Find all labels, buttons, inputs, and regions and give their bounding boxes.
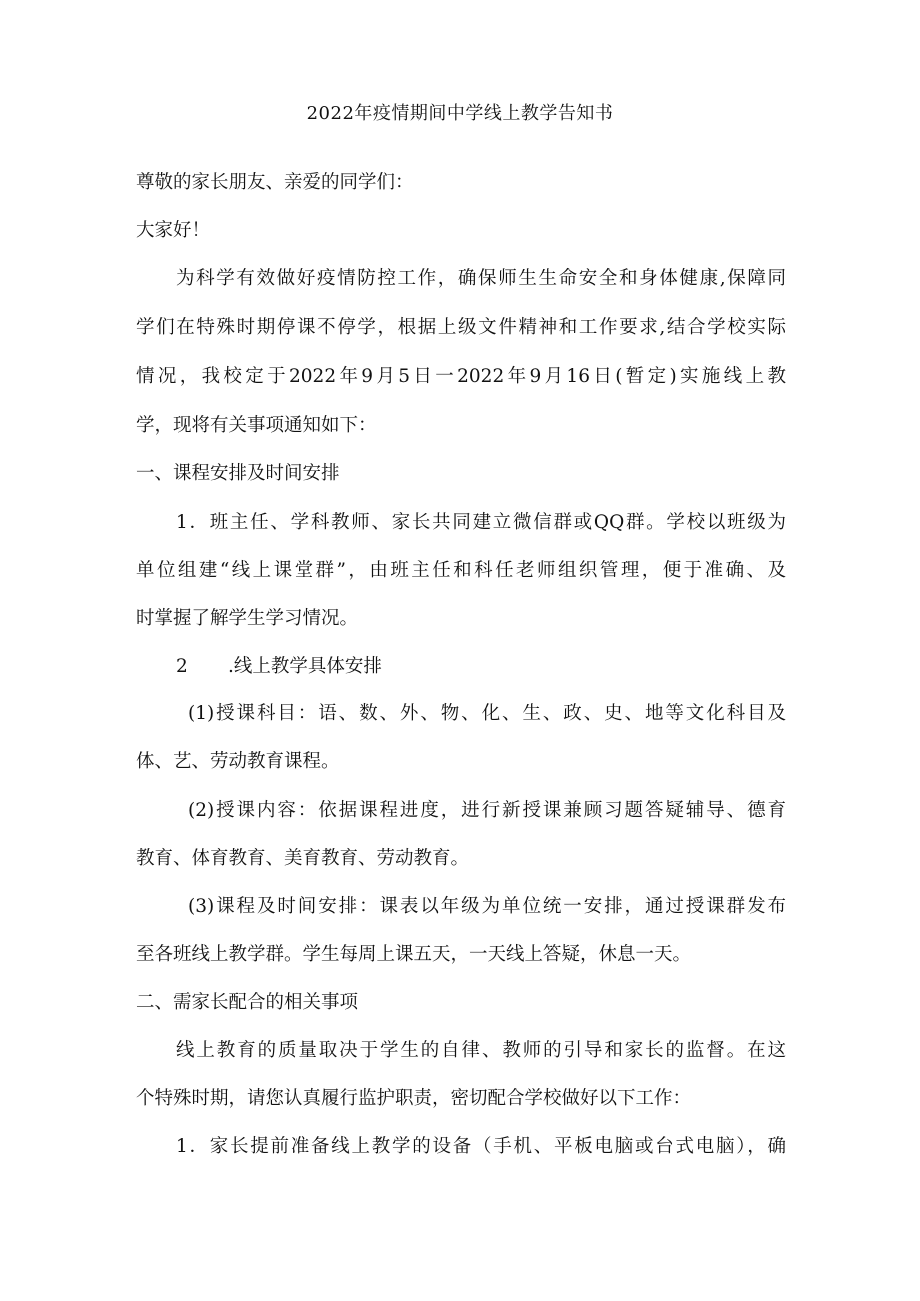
sub3-line-2: 至各班线上教学群。学生每周上课五天，一天线上答疑，休息一天。 — [136, 944, 692, 965]
intro-line-3: 情况，我校定于2022年9月5日一2022年9月16日(暂定)实施线上教 — [136, 366, 786, 387]
section1-heading: 一、课程安排及时间安排 — [136, 463, 340, 484]
salutation: 尊敬的家长朋友、亲爱的同学们： — [136, 172, 414, 193]
intro-line-1: 为科学有效做好疫情防控工作，确保师生生命安全和身体健康,保障同 — [176, 268, 786, 289]
greeting: 大家好！ — [136, 220, 211, 241]
sub2-line-1: (2)授课内容：依据课程进度，进行新授课兼顾习题答疑辅导、德育 — [188, 800, 786, 821]
section1-item1-line-3: 时掌握了解学生学习情况。 — [136, 608, 359, 629]
section2-intro-line-2: 个特殊时期，请您认真履行监护职责，密切配合学校做好以下工作： — [136, 1088, 692, 1109]
sub3-line-1: (3)课程及时间安排：课表以年级为单位统一安排，通过授课群发布 — [188, 896, 786, 917]
intro-line-4: 学，现将有关事项通知如下： — [136, 415, 377, 436]
section1-item2-number: 2 — [176, 656, 188, 677]
section2-intro-line-1: 线上教育的质量取决于学生的自律、教师的引导和家长的监督。在这 — [176, 1040, 786, 1061]
sub1-line-1: (1)授课科目：语、数、外、物、化、生、政、史、地等文化科目及 — [188, 703, 786, 724]
sub2-line-2: 教育、体育教育、美育教育、劳动教育。 — [136, 848, 470, 869]
section2-heading: 二、需家长配合的相关事项 — [136, 992, 359, 1013]
section1-item1-line-2: 单位组建“线上课堂群”，由班主任和科任老师组织管理，便于准确、及 — [136, 560, 786, 581]
section1-item1-line-1: 1．班主任、学科教师、家长共同建立微信群或QQ群。学校以班级为 — [176, 512, 786, 533]
document-title: 2022年疫情期间中学线上教学告知书 — [306, 103, 614, 124]
section1-item2-text: .线上教学具体安排 — [228, 656, 382, 677]
section2-item1-line-1: 1．家长提前准备线上教学的设备（手机、平板电脑或台式电脑），确 — [176, 1136, 786, 1157]
sub1-line-2: 体、艺、劳动教育课程。 — [136, 751, 340, 772]
intro-line-2: 学们在特殊时期停课不停学，根据上级文件精神和工作要求,结合学校实际 — [136, 317, 786, 338]
